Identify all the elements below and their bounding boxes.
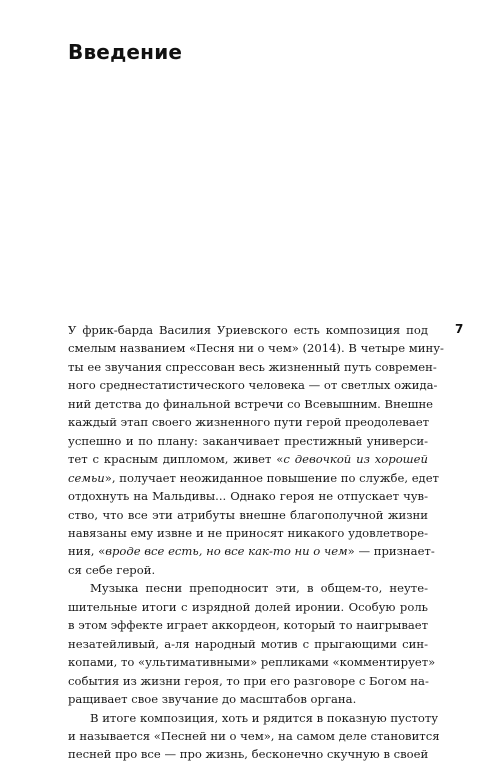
text-line: ращивает свое звучание до масштабов органа.	[68, 692, 357, 707]
quote-italic: с девочкой из хорошей	[283, 452, 428, 467]
paragraph-2	[68, 579, 436, 708]
text-line: семьи», получает неожиданное повышение по службе, едет	[68, 470, 439, 485]
text-line: навязаны ему извне и не приносят никакого удовлетворе-	[68, 525, 428, 540]
text-line: события из жизни героя, то при его разговоре с Богом на-	[68, 673, 429, 688]
text-line: отдохнуть на Мальдивы... Однако героя не отпускает чув-	[68, 489, 428, 504]
page-number: 7	[455, 322, 464, 336]
text-line: в этом эффекте играет аккордеон, который то наигрывает	[68, 618, 429, 633]
text-line: и называется «Песней ни о чем», на самом деле становится	[68, 728, 440, 743]
quote-italic: семьи	[68, 470, 105, 485]
text-line: ний детства до финальной встречи со Всевышним. Внешне	[68, 396, 434, 411]
text-line: ния, «вроде все есть, но все как-то ни о чем» — признает-	[68, 544, 435, 559]
text-line: тет с красным дипломом, живет «с девочкой из хорошей	[68, 452, 428, 467]
text-line: каждый этап своего жизненного пути герой преодолевает	[68, 415, 430, 430]
text-line: У фрик-барда Василия Уриевского есть композиция под	[68, 323, 428, 337]
text-line: незатейливый, а-ля народный мотив с прыгающими син-	[68, 636, 428, 651]
text-line: Музыка песни преподносит эти, в общем-то, неуте-	[90, 581, 428, 596]
paragraph-1	[68, 321, 444, 579]
text-line: ного среднестатистического человека — от светлых ожида-	[68, 378, 438, 393]
text-line: песней про все — про жизнь, бесконечно скучную в своей	[68, 747, 429, 762]
quote-italic: вроде все есть, но все как-то ни о чем	[105, 544, 348, 559]
text-line: шительные итоги с изрядной долей иронии. Особую роль	[68, 599, 428, 614]
text-line: успешно и по плану: заканчивает престижный универси-	[68, 433, 428, 448]
text-line: В итоге композиция, хоть и рядится в показную пустоту	[90, 710, 439, 725]
text-line: смелым названием «Песня ни о чем» (2014). В четыре мину-	[68, 341, 444, 356]
text-line: ство, что все эти атрибуты внешне благополучной жизни	[68, 507, 428, 522]
chapter-title: Введение	[68, 40, 183, 64]
text-line: ся себе герой.	[68, 562, 156, 577]
body-text	[68, 321, 444, 764]
text-line: копами, то «ультимативными» репликами «комментирует»	[68, 655, 436, 670]
text-line: ты ее звучания спрессован весь жизненный путь современ-	[68, 359, 437, 374]
paragraph-3	[68, 709, 440, 764]
